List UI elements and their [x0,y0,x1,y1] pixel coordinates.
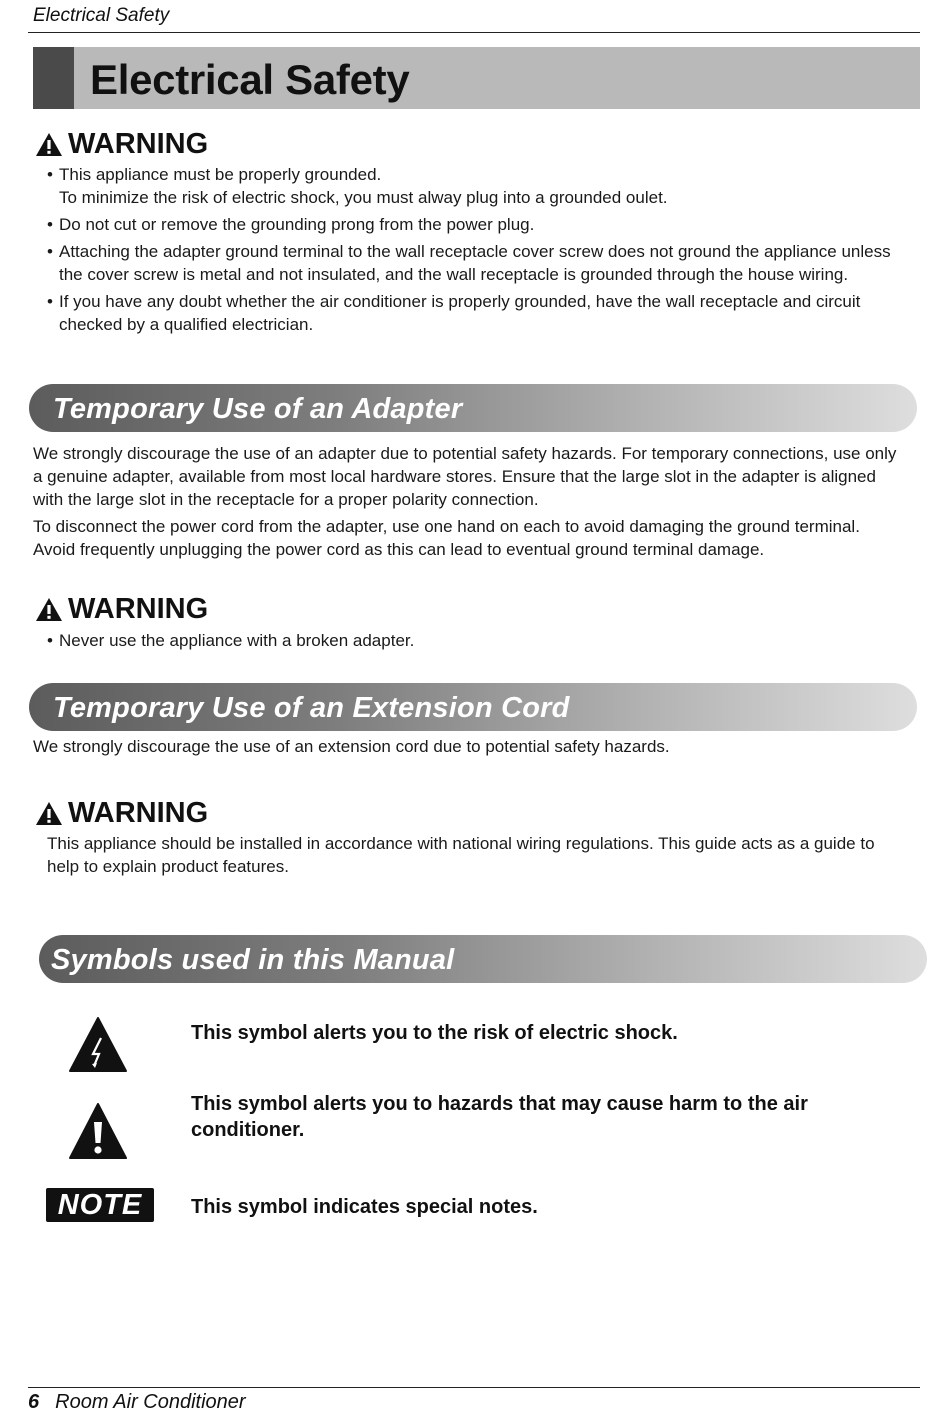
header-rule [28,32,920,33]
page-title-band [33,47,920,109]
list-item: • Attaching the adapter ground terminal to the wall receptacle cover screw does not ground the appliance unless the cover screw is metal and not insulated, and the wall receptacle is grounded through the house wiring. [47,240,907,286]
list-item: • Never use the appliance with a broken adapter. [47,629,907,652]
list-item: • Do not cut or remove the grounding prong from the power plug. [47,213,907,236]
warning-2-list [47,629,907,656]
warning-heading-1 [35,128,208,161]
adapter-paragraph-1: We strongly discourage the use of an adapter due to potential safety hazards. For temporary connections, use only a genuine adapter, available from most local hardware stores. Ensure that the large slot in the adapter is aligned with the large slot in the receptacle for a proper polarity connection. [33,444,897,509]
extension-paragraph: We strongly discourage the use of an extension cord due to potential safety hazards. [33,737,670,756]
adapter-section-header [29,384,917,432]
page-number: 6 [28,1391,40,1413]
warning-label: WARNING [68,797,209,829]
shock-symbol-text: This symbol alerts you to the risk of electric shock. [191,1022,678,1044]
warning-1-list [47,163,907,340]
note-symbol-text: This symbol indicates special notes. [191,1196,538,1218]
extension-section-header [29,683,917,731]
symbols-section-header [39,935,927,983]
symbols-heading: Symbols used in this Manual [51,944,455,976]
footer-rule [28,1387,920,1388]
note-label: NOTE [57,1188,143,1221]
electric-shock-icon [68,1016,128,1073]
running-header: Electrical Safety [33,5,170,26]
hazard-exclamation-icon [68,1102,128,1160]
warning-triangle-icon [35,801,63,826]
list-item: • If you have any doubt whether the air conditioner is properly grounded, have the wall receptacle and circuit checked by a qualified electrician. [47,290,907,336]
hazard-symbol-text: This symbol alerts you to hazards that may cause harm to the air conditioner. [191,1093,808,1141]
warning-triangle-icon [35,132,63,157]
footer [28,1391,246,1414]
note-badge-icon [46,1188,154,1222]
warning-3-text: This appliance should be installed in accordance with national wiring regulations. This guide acts as a guide to help to explain product features. [47,834,875,876]
adapter-heading: Temporary Use of an Adapter [53,393,463,425]
page-title: Electrical Safety [90,56,410,103]
extension-heading: Temporary Use of an Extension Cord [53,692,570,724]
warning-label: WARNING [68,593,209,625]
list-item: • This appliance must be properly grounded. To minimize the risk of electric shock, you must alway plug into a grounded oulet. [47,163,907,209]
title-accent-block [33,47,74,109]
warning-heading-3 [35,797,208,830]
adapter-paragraph-2: To disconnect the power cord from the adapter, use one hand on each to avoid damaging the ground terminal. Avoid frequently unplugging the power cord as this can lead to eventual ground terminal damage. [33,517,860,559]
warning-label: WARNING [68,128,209,160]
warning-heading-2 [35,593,208,626]
warning-triangle-icon [35,597,63,622]
footer-title: Room Air Conditioner [55,1391,246,1413]
